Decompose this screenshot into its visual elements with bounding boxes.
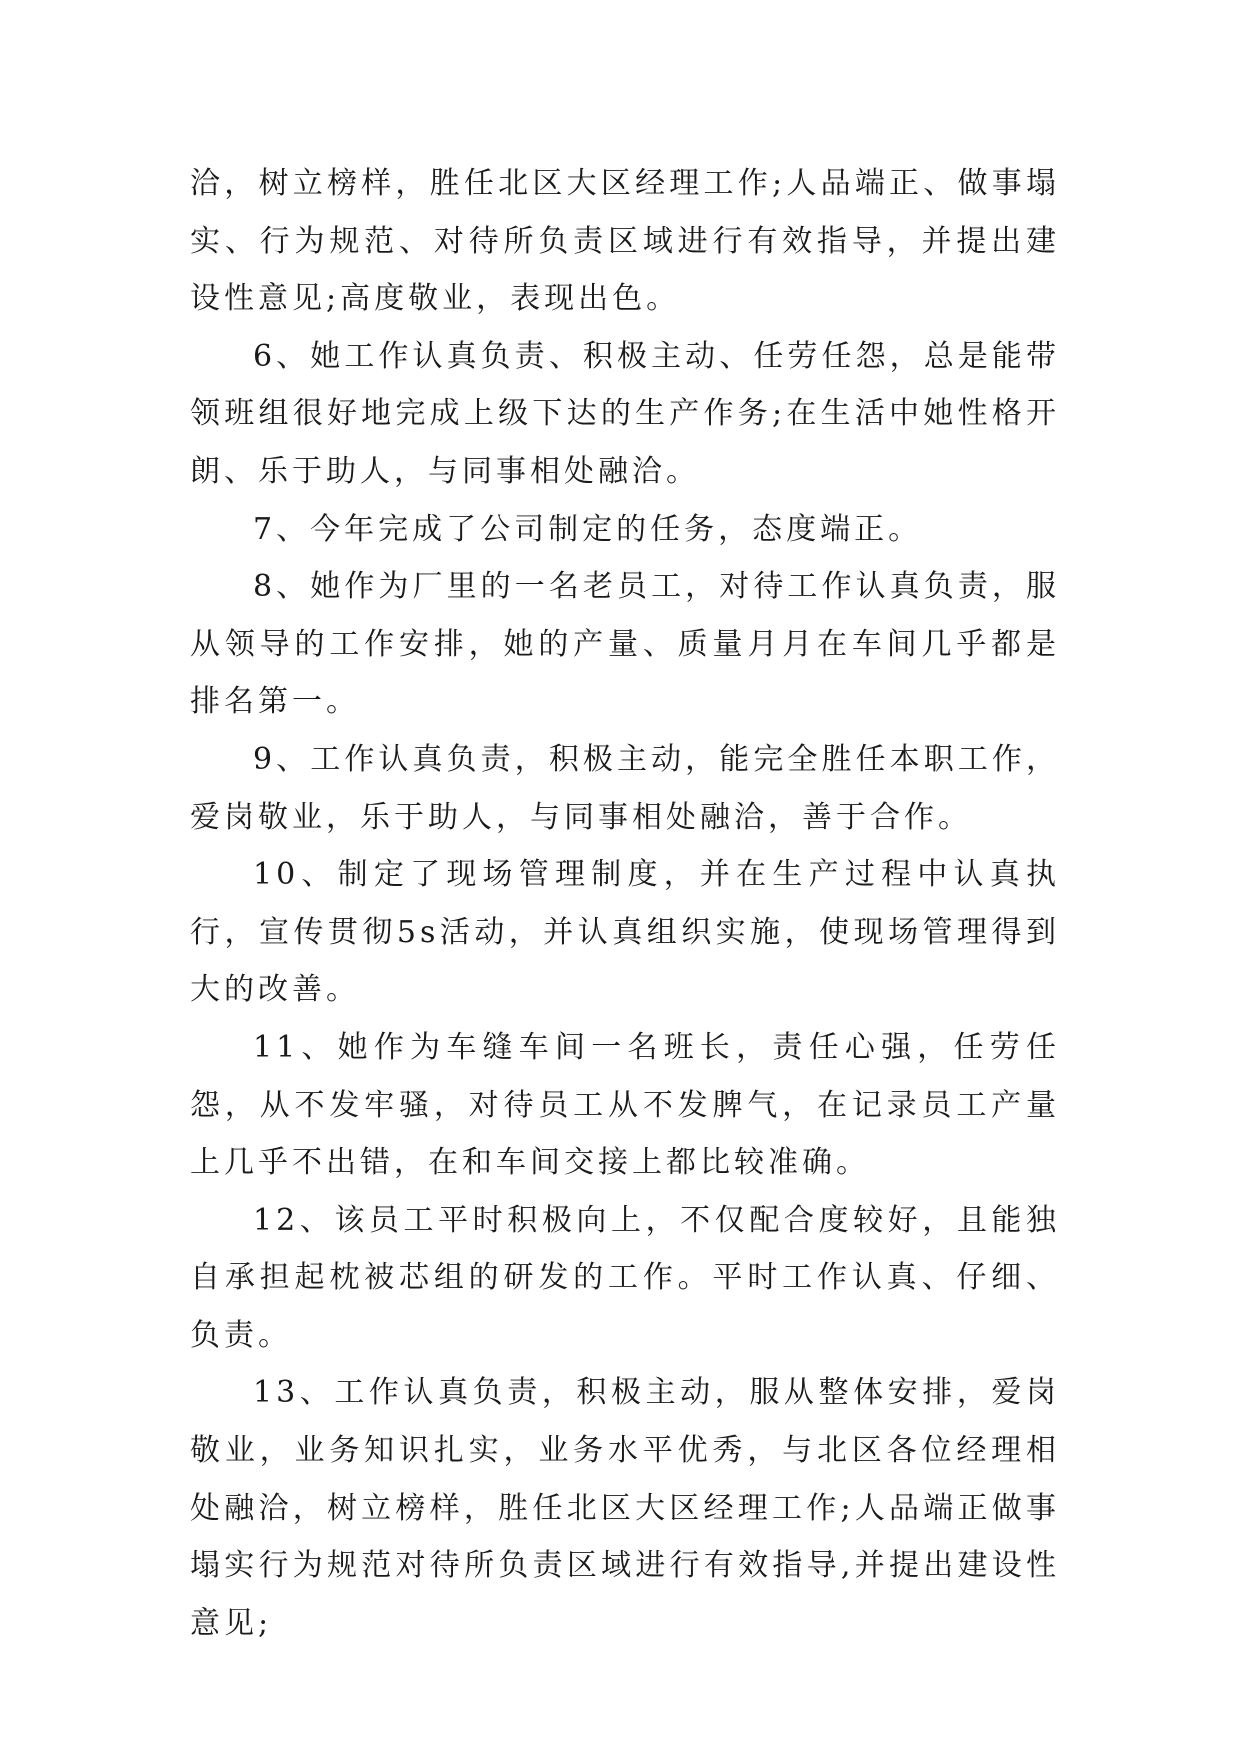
paragraph-item-13: 13、工作认真负责，积极主动，服从整体安排，爱岗敬业，业务知识扎实，业务水平优秀，与北区各位经理相处融洽，树立榜样，胜任北区大区经理工作;人品端正做事塌实行为规范对待所负责区域进行有效指导,并提出建设性意见;	[190, 1375, 1060, 1641]
document-body	[190, 155, 1060, 1652]
paragraph-item-7: 7、今年完成了公司制定的任务，态度端正。	[253, 511, 923, 547]
paragraph-item-8: 8、她作为厂里的一名老员工，对待工作认真负责，服从领导的工作安排，她的产量、质量月月在车间几乎都是排名第一。	[190, 569, 1060, 720]
paragraph-item-9: 9、工作认真负责，积极主动，能完全胜任本职工作，爱岗敬业，乐于助人，与同事相处融洽，善于合作。	[190, 741, 1060, 835]
paragraph-item-11: 11、她作为车缝车间一名班长，责任心强，任劳任怨，从不发牢骚，对待员工从不发脾气，在记录员工产量上几乎不出错，在和车间交接上都比较准确。	[190, 1029, 1060, 1181]
paragraph-item-6: 6、她工作认真负责、积极主动、任劳任怨，总是能带领班组很好地完成上级下达的生产作务;在生活中她性格开朗、乐于助人，与同事相处融洽。	[190, 338, 1060, 489]
paragraph-continuation: 洽，树立榜样，胜任北区大区经理工作;人品端正、做事塌实、行为规范、对待所负责区域进行有效指导，并提出建设性意见;高度敬业，表现出色。	[190, 166, 1060, 317]
paragraph-item-10: 10、制定了现场管理制度，并在生产过程中认真执行，宣传贯彻5s活动，并认真组织实施，使现场管理得到大的改善。	[190, 857, 1060, 1008]
paragraph-item-12: 12、该员工平时积极向上，不仅配合度较好，且能独自承担起枕被芯组的研发的工作。平时工作认真、仔细、负责。	[190, 1202, 1060, 1353]
